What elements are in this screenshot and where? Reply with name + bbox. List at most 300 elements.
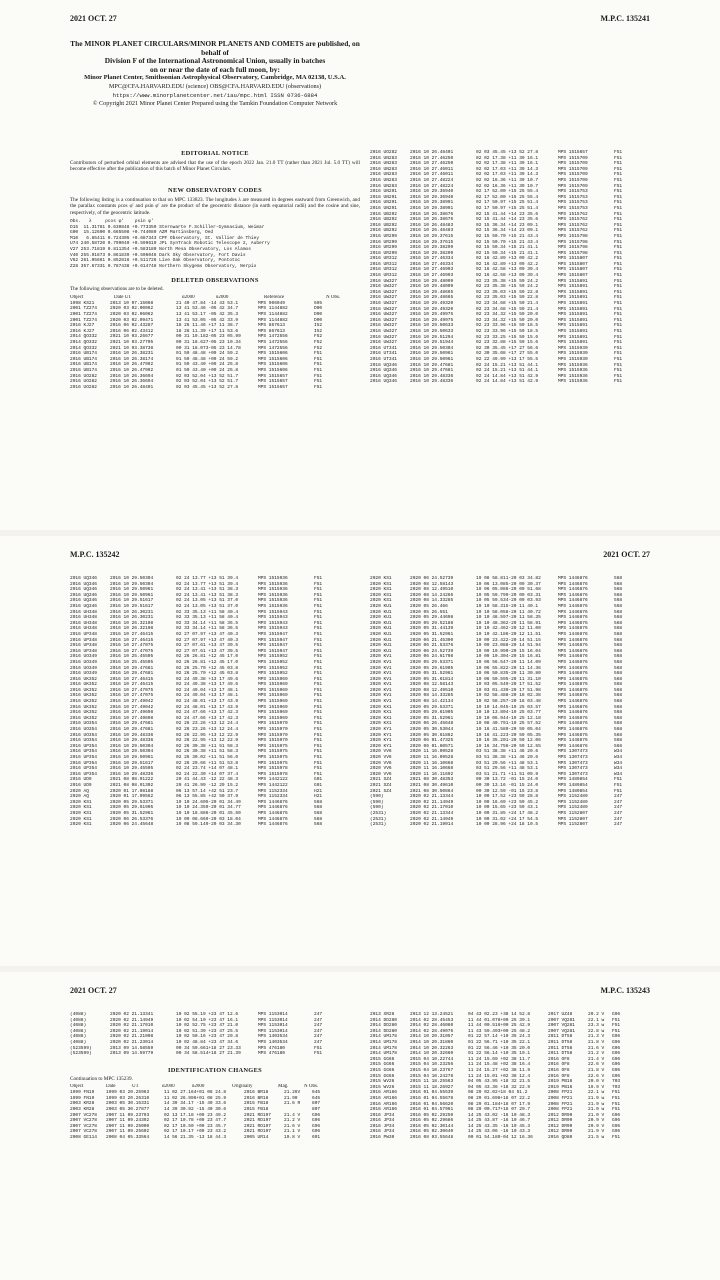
table-cell: F51 bbox=[612, 1135, 621, 1141]
table-cell: F51 bbox=[614, 306, 623, 312]
table-cell: 2016 10 27.49042 bbox=[110, 699, 154, 705]
table-cell: 2016 10 26.32108 bbox=[110, 626, 154, 632]
table-cell: MPS 1403534 bbox=[258, 1039, 288, 1045]
table-cell: 2016 UH348 bbox=[70, 609, 98, 615]
table-cell: 2020 KV1 bbox=[370, 693, 392, 699]
masthead-title-line: The MINOR PLANET CIRCULARS/MINOR PLANETS AND COMETS are published, on behalf of bbox=[70, 39, 360, 57]
col-ut: UT bbox=[132, 1084, 139, 1090]
table-cell: 2020 03 02.00062 bbox=[110, 306, 154, 312]
table-cell: 2020 02 21.14949 bbox=[410, 799, 454, 805]
table-cell: G96 bbox=[612, 1051, 621, 1057]
table-cell: 2016 05 02.29250 bbox=[410, 1112, 454, 1118]
table-cell: MPS 1446876 bbox=[558, 710, 588, 716]
table-cell: F51 bbox=[614, 222, 623, 228]
table-cell: 19 05 59.799-20 09 03.31 bbox=[476, 592, 541, 598]
table-cell: 2016 10 27.47075 bbox=[110, 687, 154, 693]
table-cell: 2016 10 29.48336 bbox=[110, 732, 154, 738]
table-cell: MPS 1515807 bbox=[558, 273, 588, 279]
table-cell: MPS 1515947 bbox=[258, 643, 288, 649]
table-cell: G96 bbox=[312, 1123, 321, 1129]
table-cell: 2016 UK352 bbox=[70, 715, 98, 721]
table-cell: MPS 1515969 bbox=[258, 715, 288, 721]
table-cell: F51 bbox=[314, 738, 323, 744]
table-cell: F52 bbox=[314, 334, 323, 340]
table-cell: 247 bbox=[614, 799, 623, 805]
table-cell: MPS 1515943 bbox=[258, 620, 288, 626]
table-cell: 2016 UB292 bbox=[370, 228, 398, 234]
table-cell: 247 bbox=[614, 794, 623, 800]
table-cell: 2014 UM178 bbox=[370, 1045, 398, 1051]
table-cell: F51 bbox=[314, 654, 323, 660]
table-cell: 13 41 53.46 -05 42 34.7 bbox=[176, 306, 239, 312]
table-cell: 02 24 14.84 +13 51 42.9 bbox=[476, 373, 539, 379]
table-cell: F51 bbox=[614, 273, 623, 279]
table-cell: F51 bbox=[614, 334, 623, 340]
header-date: 2021 OCT. 27 bbox=[603, 550, 650, 559]
table-cell: 2016 UW327 bbox=[370, 295, 398, 301]
table-cell: 568 bbox=[614, 603, 623, 609]
table-cell: MPS 1472556 bbox=[258, 339, 288, 345]
table-cell: 2016 UN291 bbox=[370, 189, 398, 195]
table-cell: W34 bbox=[614, 755, 623, 760]
table-cell: (4088) bbox=[70, 1023, 87, 1029]
table-cell: F51 bbox=[314, 710, 323, 716]
table-cell: 2016 06 02.43287 bbox=[110, 323, 154, 329]
table-cell: MPS 1446876 bbox=[558, 743, 588, 749]
table-cell: G96 bbox=[612, 1112, 621, 1118]
table-cell: 2007 VQ281 bbox=[548, 1023, 576, 1029]
table-cell: MPS 1152334 bbox=[258, 788, 288, 794]
table-cell: (2531) bbox=[370, 822, 387, 828]
table-cell: 02 02 17.38 +11 39 16.1 bbox=[476, 155, 539, 161]
table-cell: 2016 10 29.47681 bbox=[110, 665, 154, 671]
table-cell: 2007 VQ281 bbox=[548, 1017, 576, 1023]
table-cell: F51 bbox=[612, 1017, 621, 1023]
table-cell: 00 31 18.073-05 23 14.78 bbox=[176, 345, 241, 351]
table-cell: 2016 AR166 bbox=[370, 1095, 398, 1101]
table-cell: 2014 10 20.31057 bbox=[410, 1034, 454, 1040]
table-cell: 2020 06 24.45648 bbox=[110, 822, 154, 828]
table-cell: 2020 02 21.23014 bbox=[110, 1039, 154, 1045]
table-cell: 19 08 59.149-20 03 34.30 bbox=[176, 822, 241, 828]
col-ra: α2000 bbox=[162, 1084, 175, 1090]
table-cell: 21.5 w bbox=[588, 1135, 605, 1141]
table-cell: MPS 1515891 bbox=[558, 295, 588, 301]
table-cell: 2020 08 14.24266 bbox=[410, 592, 454, 598]
table-cell: MPS 1515798 bbox=[558, 250, 588, 256]
table-cell: 2016 UB174 bbox=[70, 351, 98, 357]
table-cell: 2001 TZ274 bbox=[70, 311, 98, 317]
table-cell: MPS 1403534 bbox=[258, 1034, 288, 1040]
observatory-code-row: V62 261.05661 0.852816 +0.511726 Live Oak Observatory, Pontotoc bbox=[70, 258, 241, 264]
table-cell: 2020 KX1 bbox=[370, 704, 392, 710]
table-cell: W34 bbox=[614, 771, 623, 777]
table-cell: 02 26 25.70 +12 45 03.8 bbox=[176, 671, 239, 677]
table-cell: 2020 08 12.58143 bbox=[410, 682, 454, 688]
table-cell: 02 27 07.61 +13 47 39.5 bbox=[176, 643, 239, 649]
table-cell: 19 10 24.359-20 01 34.77 bbox=[176, 805, 241, 811]
col-dec: δ2000 bbox=[192, 1084, 205, 1090]
table-cell: F51 bbox=[614, 250, 623, 256]
table-cell: 00 30 12.59 -01 15 23.8 bbox=[476, 788, 539, 794]
table-cell: MPS 1153014 bbox=[258, 1017, 288, 1023]
table-cell: 2016 UP348 bbox=[70, 637, 98, 643]
table-cell: 2020 05 30.61862 bbox=[410, 732, 454, 738]
table-cell: 21 40 47.84 -14 43 53.1 bbox=[176, 300, 239, 306]
table-cell: 2016 UQ346 bbox=[70, 592, 98, 598]
table-cell: F51 bbox=[314, 620, 323, 626]
deleted-observations-title: DELETED OBSERVATIONS bbox=[171, 277, 259, 285]
table-cell: MPS 1515798 bbox=[558, 245, 588, 251]
table-cell: 2020 05 26.551 bbox=[410, 609, 448, 615]
table-cell: 2016 10 26.32108 bbox=[110, 620, 154, 626]
table-cell: 10 00 31.02 +24 17 54.5 bbox=[476, 816, 539, 822]
table-cell: 2016 UW327 bbox=[370, 312, 398, 318]
table-cell: 02 26 25.70 +12 45 03.8 bbox=[176, 665, 239, 671]
table-cell: MPS 1515936 bbox=[258, 598, 288, 604]
table-cell: 2016 UP354 bbox=[70, 743, 98, 749]
table-cell: 2016 UO349 bbox=[70, 671, 98, 677]
table-cell: 2020 06 24.52739 bbox=[410, 576, 454, 581]
table-cell: 2016 UQ346 bbox=[370, 368, 398, 374]
table-cell: 2021 RD197 bbox=[244, 1112, 272, 1118]
table-cell: 02 02 17.38 +11 39 16.1 bbox=[476, 161, 539, 167]
observatory-code-row: M10 6.85411 0.724305 +0.687343 CPF Observatory, St. Vallier de Thiey bbox=[70, 235, 260, 241]
table-cell: F51 bbox=[614, 351, 623, 357]
table-cell: 02 26 30.38 +11 51 58.3 bbox=[176, 749, 239, 755]
table-cell: 2015 FB18 bbox=[244, 1106, 269, 1112]
table-cell: 2016 UK352 bbox=[70, 682, 98, 688]
table-cell: 2016 UK352 bbox=[70, 693, 98, 699]
col-nobs: N Obs. bbox=[326, 294, 341, 300]
table-cell: 568 bbox=[614, 576, 623, 581]
table-cell: F51 bbox=[614, 777, 623, 783]
table-cell: F51 bbox=[314, 362, 323, 368]
table-cell: 19 10 18.886-20 01 45.50 bbox=[176, 810, 241, 816]
table-cell: F51 bbox=[314, 609, 323, 615]
table-cell: 19 09 08.669-20 03 18.04 bbox=[176, 816, 241, 822]
table-cell: 2005 UR14 bbox=[244, 1134, 269, 1140]
table-cell: 02 16 42.89 +13 09 42.2 bbox=[476, 261, 539, 267]
table-cell: 02 26 30.02 +11 51 56.0 bbox=[176, 755, 239, 760]
header-date: 2021 OCT. 27 bbox=[70, 986, 117, 995]
table-cell: MPS 1515969 bbox=[258, 682, 288, 688]
table-cell: G96 bbox=[612, 1045, 621, 1051]
table-cell: (590) bbox=[370, 799, 384, 805]
table-cell: MPS 1152334 bbox=[258, 794, 288, 800]
table-cell: 568 bbox=[614, 631, 623, 637]
table-cell: 2020 KY1 bbox=[370, 738, 392, 744]
table-cell: 00 34 59.661+18 27 23.33 bbox=[176, 1045, 241, 1051]
table-cell: 2020 01 17.08188 bbox=[110, 788, 154, 794]
table-cell: 2016 UK352 bbox=[70, 704, 98, 710]
table-cell: 2016 10 26.48483 bbox=[410, 222, 454, 228]
table-cell: 02 23 35.03 +15 59 22.8 bbox=[476, 289, 539, 295]
table-cell: 2020 02 21.13344 bbox=[410, 810, 454, 816]
table-cell: 2016 10 29.50961 bbox=[110, 592, 154, 598]
table-cell: 2011 DT58 bbox=[548, 1045, 573, 1051]
table-cell: 2016 OF8 bbox=[548, 1056, 570, 1062]
table-cell: MPS 1515978 bbox=[258, 771, 288, 777]
table-cell: 2016 UO349 bbox=[70, 659, 98, 665]
table-cell: F51 bbox=[314, 766, 323, 772]
table-cell: 2020 KS1 bbox=[370, 581, 392, 587]
table-cell: 19 03 05.549-20 17 51.52 bbox=[476, 682, 541, 688]
table-cell: 568 bbox=[614, 671, 623, 677]
table-cell: 2021 08 08.91302 bbox=[110, 782, 154, 788]
table-cell: D00 bbox=[314, 311, 323, 317]
table-cell: 2020 05 29.53371 bbox=[410, 704, 454, 710]
table-cell: 2016 10 27.46334 bbox=[410, 261, 454, 267]
table-cell: 1998 KS21 bbox=[70, 300, 95, 306]
table-cell: MPS 1515970 bbox=[258, 721, 288, 727]
table-cell: F51 bbox=[614, 155, 623, 161]
table-cell: MPS 1152807 bbox=[558, 816, 588, 822]
table-cell: 2016 OF8 bbox=[548, 1073, 570, 1079]
table-cell: 2016 10 29.37615 bbox=[410, 239, 454, 245]
table-cell: 2008 GE114 bbox=[70, 1134, 98, 1140]
header-circular-number: M.P.C. 135243 bbox=[600, 986, 650, 995]
table-cell: 10 00 31.85 +24 17 48.2 bbox=[476, 810, 539, 816]
table-cell: (2531) bbox=[370, 816, 387, 822]
table-cell: F51 bbox=[614, 205, 623, 211]
new-codes-title: NEW OBSERVATORY CODES bbox=[168, 186, 262, 194]
table-cell: MPS 1152807 bbox=[558, 822, 588, 828]
table-cell: 2016 UD9 bbox=[70, 777, 92, 783]
table-cell: 2016 10 29.38299 bbox=[410, 245, 454, 251]
identification-changes-table bbox=[70, 1090, 360, 1140]
table-cell: 2016 01 04.55678 bbox=[410, 1095, 454, 1101]
table-cell: 2020 KV1 bbox=[370, 687, 392, 693]
table-cell: 2015 WV26 bbox=[370, 1079, 395, 1085]
table-cell: 2016 UW327 bbox=[370, 317, 398, 323]
table-cell: 02 24 15.21 +13 51 44.1 bbox=[476, 362, 539, 368]
table-cell: MPS 1515969 bbox=[258, 704, 288, 710]
table-cell: 2016 UO354 bbox=[70, 727, 98, 733]
table-cell: 02 23 33.96 +15 59 18.5 bbox=[476, 329, 539, 334]
table-cell: 2016 QD80 bbox=[548, 1135, 573, 1141]
table-cell: 2017 UZ48 bbox=[548, 1012, 573, 1017]
table-cell: 2016 10 29.51617 bbox=[110, 760, 154, 766]
table-cell: 19 06 05.086-20 09 51.68 bbox=[476, 587, 541, 593]
table-cell: 645 bbox=[312, 1095, 321, 1101]
table-cell: 19 10 48.597-20 11 58.35 bbox=[476, 615, 541, 621]
table-cell: 2016 UP348 bbox=[70, 643, 98, 649]
table-cell: F51 bbox=[314, 676, 323, 682]
table-cell: 2020 KV1 bbox=[370, 676, 392, 682]
table-cell: 02 15 36.34 +14 23 09.1 bbox=[476, 222, 539, 228]
table-cell: F51 bbox=[314, 592, 323, 598]
table-cell: 02 23 34.68 +15 59 21.4 bbox=[476, 306, 539, 312]
table-cell: 02 02 17.03 +11 39 14.3 bbox=[476, 166, 539, 172]
table-cell: 2020 08 14.42134 bbox=[410, 699, 454, 705]
table-cell: F51 bbox=[614, 172, 623, 178]
table-cell: 568 bbox=[614, 721, 623, 727]
table-cell: 2021 SZ4 bbox=[370, 782, 392, 788]
table-cell: 02 16 42.89 +13 09 42.2 bbox=[476, 256, 539, 262]
table-cell: MPS 1152489 bbox=[558, 805, 588, 811]
table-cell: 568 bbox=[614, 643, 623, 649]
table-cell: 568 bbox=[314, 810, 323, 816]
table-cell: G96 bbox=[612, 1039, 621, 1045]
table-cell: MPS 1446876 bbox=[558, 687, 588, 693]
table-cell: 807 bbox=[312, 1106, 321, 1112]
table-cell: 2016 UW327 bbox=[370, 301, 398, 307]
table-cell: 568 bbox=[614, 665, 623, 671]
deleted-observations-table bbox=[70, 301, 360, 391]
table-cell: 2020 KV1 bbox=[370, 659, 392, 665]
table-cell: 568 bbox=[614, 699, 623, 705]
table-cell: 2020 08 12.58143 bbox=[410, 581, 454, 587]
table-cell: 2016 UN283 bbox=[370, 172, 398, 178]
table-cell: 2014 DD280 bbox=[370, 1023, 398, 1029]
table-cell: MPS 906049 bbox=[258, 300, 286, 306]
table-cell: 2013 10 07.15068 bbox=[110, 300, 154, 306]
table-cell: 2016 10 27.48224 bbox=[410, 177, 454, 183]
table-cell: 02 24 23.74 +14 07 48.1 bbox=[176, 766, 239, 772]
table-cell: 568 bbox=[614, 648, 623, 654]
table-cell: 21.9 w bbox=[588, 1095, 605, 1101]
table-cell: 2019 PB16 bbox=[548, 1079, 573, 1085]
table-cell: 2016 10 29.50304 bbox=[110, 576, 154, 581]
table-cell: 2016 BR18 bbox=[244, 1090, 269, 1096]
table-cell: 2020 KU1 bbox=[370, 648, 392, 654]
header-circular-number: M.P.C. 135241 bbox=[600, 14, 650, 23]
table-cell: 02 26 22.95 +13 12 22.9 bbox=[176, 738, 239, 744]
table-cell: 2020 KU1 bbox=[370, 615, 392, 621]
table-cell: 23.3 w bbox=[588, 1023, 605, 1029]
table-cell: 19 09 23.088-20 14 51.94 bbox=[476, 643, 541, 649]
table-cell: 2007 VC278 bbox=[70, 1123, 98, 1129]
table-cell: MPS 1515891 bbox=[558, 289, 588, 295]
table-cell: 2020 06 21.53376 bbox=[410, 643, 454, 649]
table-cell: F51 bbox=[614, 340, 623, 346]
table-cell: 568 bbox=[614, 609, 623, 615]
table-cell: F51 bbox=[314, 384, 323, 390]
table-cell: 19 10 42.462-20 12 11.00 bbox=[476, 626, 541, 632]
table-cell: I52 bbox=[314, 323, 323, 329]
table-cell: 2013 12 13.24521 bbox=[410, 1012, 454, 1017]
table-cell: 11 24 15.69 +02 38 11.7 bbox=[468, 1056, 531, 1062]
table-cell: 02 30 35.08 +17 27 55.0 bbox=[476, 351, 539, 357]
table-cell: 2020 05 26.466 bbox=[410, 603, 448, 609]
table-cell: F51 bbox=[314, 659, 323, 665]
col-nobs: N Obs. bbox=[304, 1084, 319, 1090]
masthead-title-line: on or near the date of each full moon, by: bbox=[150, 64, 280, 74]
table-cell: F51 bbox=[614, 200, 623, 206]
table-cell: 11 44 01.078+00 25 39.1 bbox=[468, 1017, 531, 1023]
table-cell: 21.8 V bbox=[588, 1067, 605, 1073]
table-cell: 19 10 06.944-19 25 12.18 bbox=[476, 715, 541, 721]
table-cell: 2016 UB174 bbox=[70, 356, 98, 362]
table-cell: F51 bbox=[314, 760, 323, 766]
table-cell: 00 31 19.182-05 23 05.99 bbox=[176, 334, 241, 340]
table-cell: 2016 10 29.50304 bbox=[410, 345, 454, 351]
identification-changes-sub: Continuation to MPC 135239. bbox=[70, 1075, 133, 1082]
table-cell: 19 16 34.756-20 59 12.55 bbox=[476, 743, 541, 749]
table-cell: G96 bbox=[612, 1012, 621, 1017]
table-cell: F51 bbox=[314, 598, 323, 604]
table-cell: 00 31 18.627-05 23 10.34 bbox=[176, 339, 241, 345]
table-cell: 2020 06 24.61708 bbox=[410, 654, 454, 660]
table-cell: G96 bbox=[612, 1073, 621, 1079]
url-issn: https://www.minorplanetcenter.net/iau/mpc.html ISSN 0736-6884 bbox=[112, 91, 318, 99]
table-cell: 2020 KU1 bbox=[370, 637, 392, 643]
table-cell: MPS 1515969 bbox=[258, 699, 288, 705]
table-cell: MPS 1515936 bbox=[258, 587, 288, 593]
table-cell: 2016 BR18 bbox=[244, 1095, 269, 1101]
table-cell: F51 bbox=[614, 782, 623, 788]
table-cell: 2016 UW327 bbox=[370, 278, 398, 284]
table-cell: MPS 1489854 bbox=[558, 777, 588, 783]
table-cell: MPS 1515606 bbox=[258, 362, 288, 368]
table-cell: 568 bbox=[614, 659, 623, 665]
table-cell: 247 bbox=[314, 1039, 323, 1045]
table-cell: F51 bbox=[614, 217, 623, 223]
table-cell: 568 bbox=[614, 637, 623, 643]
table-cell: 2020 KV1 bbox=[370, 654, 392, 660]
table-cell: MPS 1515975 bbox=[258, 743, 288, 749]
table-cell: MPS 1307473 bbox=[558, 771, 588, 777]
table-cell: 13 41 53.05 -05 42 33.9 bbox=[176, 317, 239, 323]
table-cell: 2016 UO282 bbox=[70, 373, 98, 379]
table-cell: 11 24 15.48 +02 38 16.4 bbox=[468, 1062, 531, 1068]
table-cell: 20.9 V bbox=[588, 1123, 605, 1129]
table-cell: 00 30 13.72 -01 15 24.0 bbox=[476, 777, 539, 783]
table-cell: 1999 03 20.25963 bbox=[106, 1090, 150, 1096]
table-cell: 02 24 15.21 +13 51 44.1 bbox=[476, 368, 539, 374]
table-cell: MPS 1442122 bbox=[258, 782, 288, 788]
table-cell: 2016 UP354 bbox=[70, 766, 98, 772]
table-cell: F51 bbox=[614, 373, 623, 379]
table-cell: MPS 1152489 bbox=[558, 794, 588, 800]
table-cell: MPS 1515709 bbox=[558, 172, 588, 178]
table-cell: 02 27 07.61 +13 47 39.5 bbox=[176, 648, 239, 654]
table-cell: 2020 KS1 bbox=[370, 592, 392, 598]
table-cell: MPS 1152489 bbox=[558, 799, 588, 805]
table-cell: 2021 SZ4 bbox=[370, 788, 392, 794]
table-cell: F51 bbox=[314, 732, 323, 738]
table-cell: 2016 UW327 bbox=[370, 329, 398, 334]
table-cell: 18 26 11.39 +17 11 53.6 bbox=[176, 328, 239, 334]
table-cell: 807 bbox=[312, 1101, 321, 1107]
table-cell: 2016 10 26.47992 bbox=[110, 367, 154, 373]
table-cell: 2021 08 30.50864 bbox=[410, 788, 454, 794]
table-cell: 2016 10 26.38174 bbox=[110, 356, 154, 362]
table-cell: F51 bbox=[314, 749, 323, 755]
table-cell: 19 03 01.430-20 17 51.98 bbox=[476, 687, 541, 693]
table-cell: 02 03 45.45 +13 52 27.8 bbox=[176, 384, 239, 390]
table-cell: MPS 1153014 bbox=[258, 1012, 288, 1017]
table-cell: F51 bbox=[614, 788, 623, 794]
table-cell: F51 bbox=[612, 1101, 621, 1107]
table-cell: 2014 QO332 bbox=[70, 334, 98, 340]
table-cell: MPS 1515936 bbox=[258, 581, 288, 587]
table-cell: 04 05 43.95 +18 32 21.5 bbox=[468, 1079, 531, 1085]
table-cell: 2016 UR299 bbox=[370, 245, 398, 251]
table-cell: F51 bbox=[314, 671, 323, 677]
table-cell: MPS 1446876 bbox=[558, 603, 588, 609]
table-cell: 11 24 15.27 +02 38 11.9 bbox=[468, 1067, 531, 1073]
masthead bbox=[70, 40, 360, 109]
right-column bbox=[370, 150, 660, 385]
table-cell: 2012 DR90 bbox=[548, 1112, 573, 1118]
table-cell: MPS 1446876 bbox=[558, 626, 588, 632]
table-cell: MPS 1515891 bbox=[558, 334, 588, 340]
table-cell: 02 23 35.38 +15 59 24.2 bbox=[476, 284, 539, 290]
table-cell: 14 25 43.87 -16 10 46.7 bbox=[468, 1118, 531, 1124]
table-cell: MPS 1446876 bbox=[558, 732, 588, 738]
